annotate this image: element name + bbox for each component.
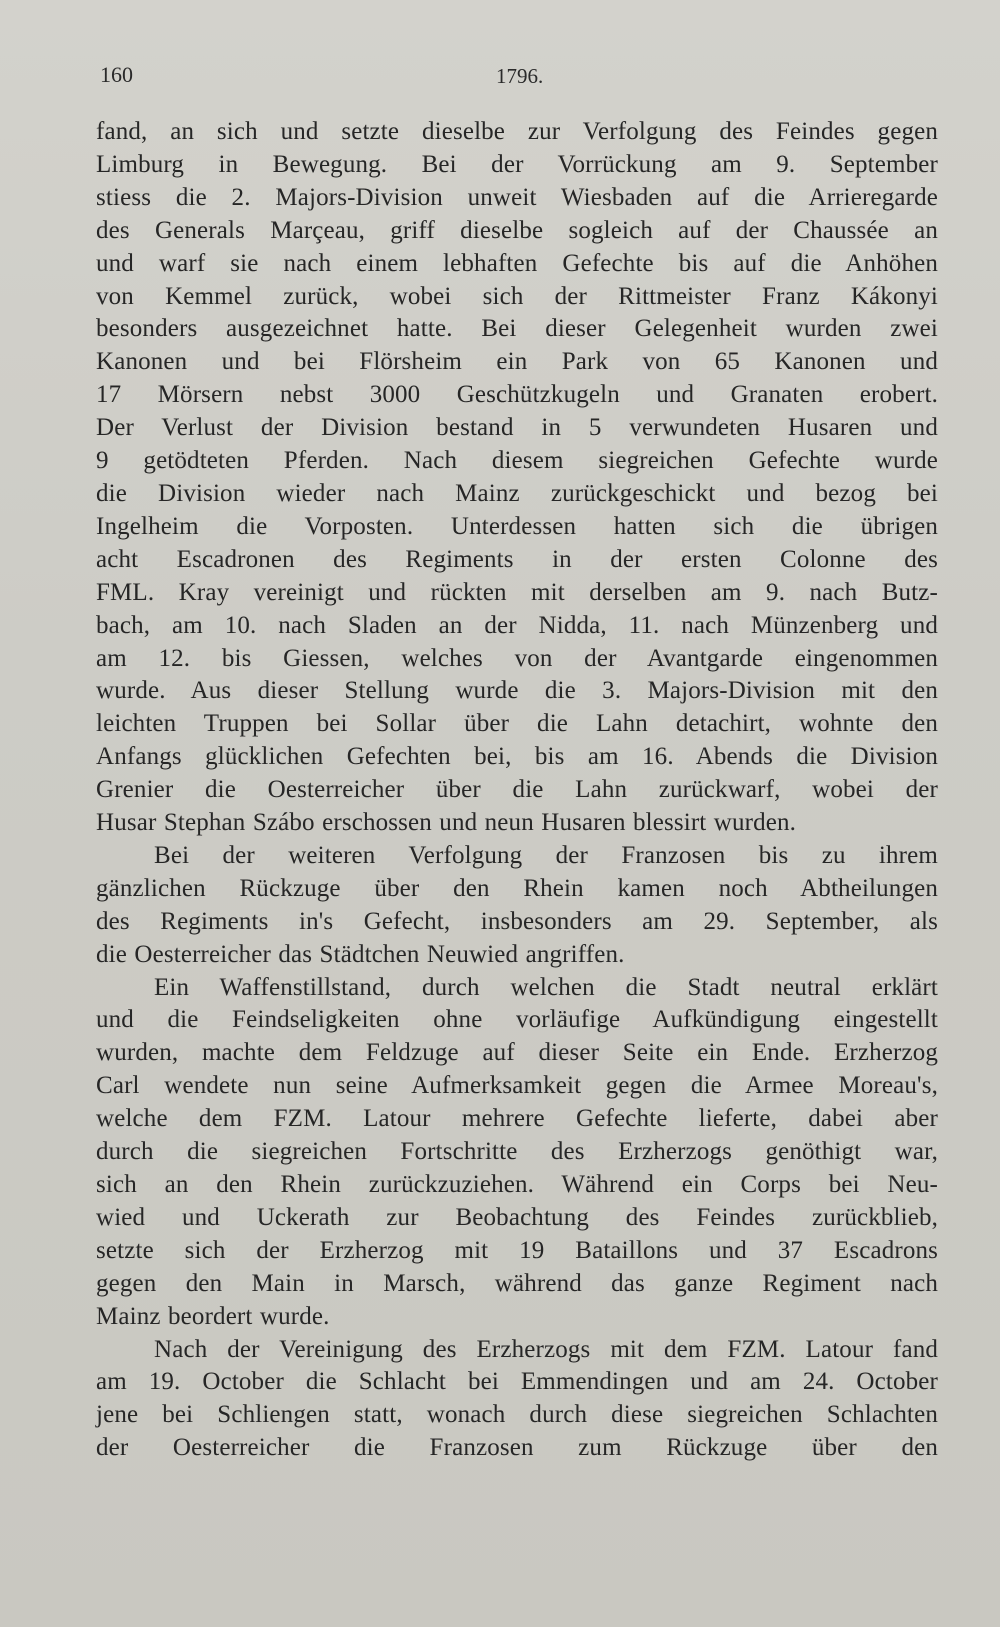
text-line: durch die siegreichen Fortschritte des Erzherzogs genöthigt war, — [96, 1138, 938, 1166]
text-line: und warf sie nach einem lebhaften Gefechte bis auf die Anhöhen — [96, 249, 938, 277]
text-line: Limburg in Bewegung. Bei der Vorrückung am 9. September — [96, 150, 938, 178]
text-line: 9 getödteten Pferden. Nach diesem siegreichen Gefechte wurde — [96, 447, 938, 475]
text-line: wied und Uckerath zur Beobachtung des Feindes zurückblieb, — [96, 1203, 938, 1231]
text-line: stiess die 2. Majors-Division unweit Wiesbaden auf die Arrieregarde — [96, 183, 938, 211]
text-line: Kanonen und bei Flörsheim ein Park von 65 Kanonen und — [96, 348, 938, 376]
paragraph — [96, 1334, 938, 1466]
paragraph — [96, 840, 938, 972]
text-line: gegen den Main in Marsch, während das ganze Regiment nach — [96, 1269, 938, 1297]
text-line: Mainz beordert wurde. — [96, 1302, 330, 1330]
text-line: Husar Stephan Szábo erschossen und neun Husaren blessirt wurden. — [96, 809, 797, 837]
text-line: Nach der Vereinigung des Erzherzogs mit dem FZM. Latour fand — [154, 1335, 938, 1363]
text-line: sich an den Rhein zurückzuziehen. Während ein Corps bei Neu- — [96, 1171, 938, 1198]
text-line: Der Verlust der Division bestand in 5 verwundeten Husaren und — [96, 414, 938, 442]
text-line: Ein Waffenstillstand, durch welchen die Stadt neutral erklärt — [154, 973, 938, 1001]
text-line: von Kemmel zurück, wobei sich der Rittmeister Franz Kákonyi — [96, 282, 938, 310]
text-line: 17 Mörsern nebst 3000 Geschützkugeln und Granaten erobert. — [96, 381, 938, 409]
text-line: die Oesterreicher das Städtchen Neuwied angriffen. — [96, 940, 625, 968]
text-line: Anfangs glücklichen Gefechten bei, bis am 16. Abends die Division — [96, 743, 938, 771]
text-line: bach, am 10. nach Sladen an der Nidda, 11. nach Münzenberg und — [96, 611, 938, 639]
text-line: leichten Truppen bei Sollar über die Lahn detachirt, wohnte den — [96, 710, 938, 738]
running-head: 1796. — [496, 64, 544, 88]
text-line: acht Escadronen des Regiments in der ersten Colonne des — [96, 545, 938, 573]
text-line: wurde. Aus dieser Stellung wurde die 3. Majors-Division mit den — [96, 677, 938, 705]
text-line: fand, an sich und setzte dieselbe zur Verfolgung des Feindes gegen — [96, 118, 938, 145]
text-line: die Division wieder nach Mainz zurückgeschickt und bezog bei — [96, 479, 938, 507]
text-line: setzte sich der Erzherzog mit 19 Bataillons und 37 Escadrons — [96, 1236, 938, 1264]
text-line: am 19. October die Schlacht bei Emmendingen und am 24. October — [96, 1368, 938, 1396]
text-line: des Regiments in's Gefecht, insbesonders am 29. September, als — [96, 907, 938, 935]
page-number: 160 — [100, 62, 133, 87]
text-line: und die Feindseligkeiten ohne vorläufige Aufkündigung eingestellt — [96, 1006, 938, 1034]
text-line: Grenier die Oesterreicher über die Lahn zurückwarf, wobei der — [96, 776, 938, 804]
text-line: welche dem FZM. Latour mehrere Gefechte lieferte, dabei aber — [96, 1105, 938, 1133]
text-line: der Oesterreicher die Franzosen zum Rückzuge über den — [96, 1434, 938, 1462]
text-line: am 12. bis Giessen, welches von der Avantgarde eingenommen — [96, 644, 938, 672]
text-line: jene bei Schliengen statt, wonach durch diese siegreichen Schlachten — [96, 1401, 938, 1429]
text-line: besonders ausgezeichnet hatte. Bei dieser Gelegenheit wurden zwei — [96, 315, 938, 343]
text-line: Carl wendete nun seine Aufmerksamkeit gegen die Armee Moreau's, — [96, 1072, 938, 1100]
text-line: gänzlichen Rückzuge über den Rhein kamen noch Abtheilungen — [96, 874, 938, 902]
text-line: Ingelheim die Vorposten. Unterdessen hatten sich die übrigen — [96, 512, 938, 540]
paragraph — [96, 116, 938, 840]
page-header — [100, 62, 940, 92]
body-text — [96, 116, 938, 1465]
text-line: wurden, machte dem Feldzuge auf dieser Seite ein Ende. Erzherzog — [96, 1039, 938, 1067]
text-line: FML. Kray vereinigt und rückten mit derselben am 9. nach Butz- — [96, 578, 938, 606]
text-line: Bei der weiteren Verfolgung der Franzosen bis zu ihrem — [154, 841, 938, 869]
paragraph — [96, 972, 938, 1334]
text-line: des Generals Marçeau, griff dieselbe sogleich auf der Chaussée an — [96, 216, 938, 244]
